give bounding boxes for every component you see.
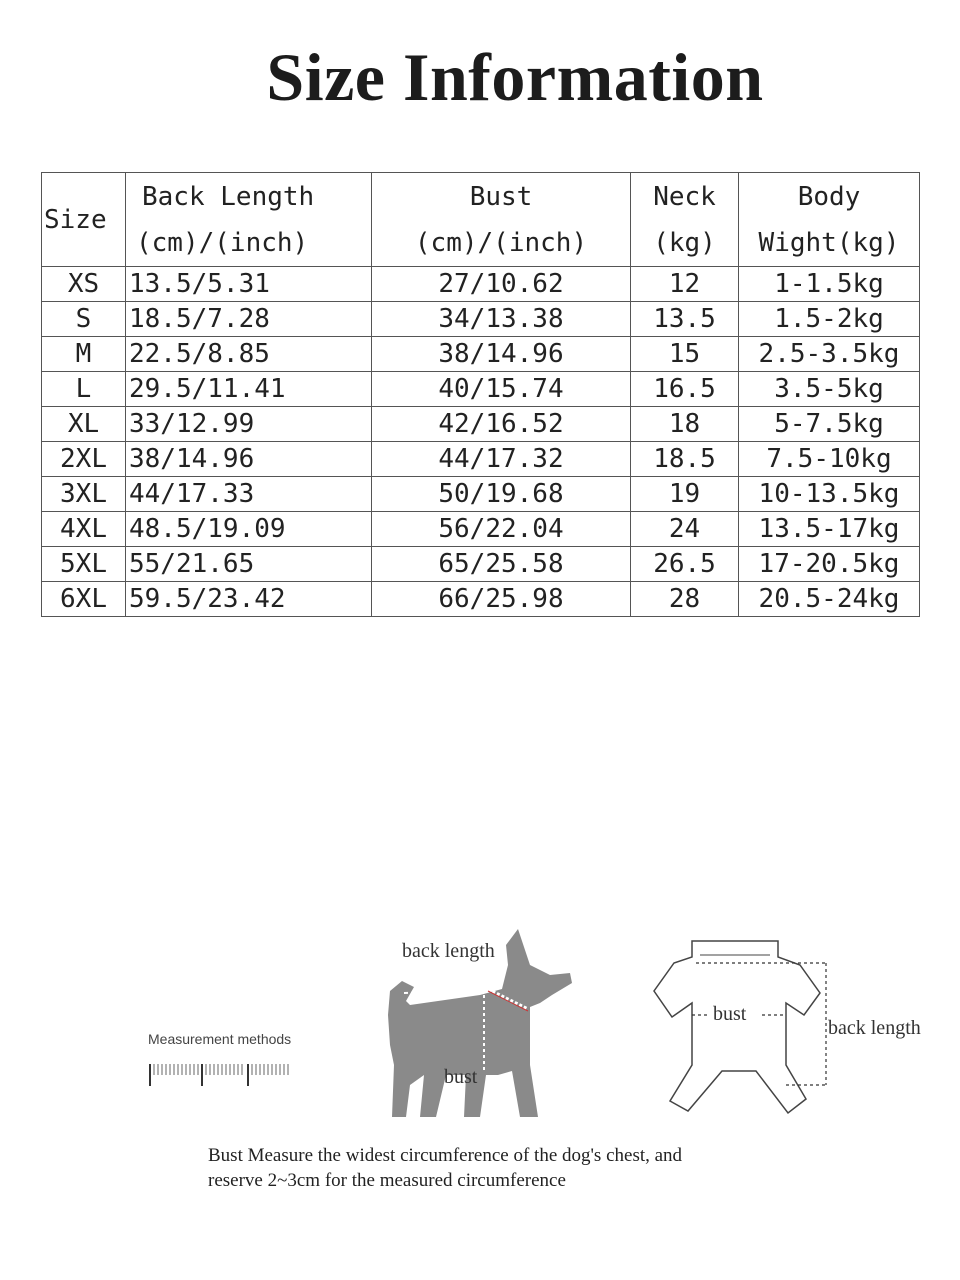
header-size-label: Size [44,204,107,235]
table-row [42,372,920,407]
table-header-row [42,173,920,267]
header-neck [631,173,739,267]
cell-bust: 40/15.74 [372,372,631,407]
cell-neck: 13.5 [631,302,739,337]
cell-body-weight: 1-1.5kg [739,267,920,302]
header-body-line1: Body [797,181,861,212]
table-row [42,547,920,582]
cell-size: 3XL [42,477,126,512]
dog-clothing-diagram-icon [640,935,840,1125]
cell-body-weight: 10-13.5kg [739,477,920,512]
header-body-line2: Wight(kg) [758,227,900,258]
cell-back-length: 44/17.33 [126,477,372,512]
cell-neck: 26.5 [631,547,739,582]
cell-back-length: 18.5/7.28 [126,302,372,337]
cell-bust: 50/19.68 [372,477,631,512]
table-row [42,582,920,617]
header-back-length [126,173,372,267]
cell-neck: 16.5 [631,372,739,407]
table-row [42,302,920,337]
table-row [42,337,920,372]
cell-back-length: 13.5/5.31 [126,267,372,302]
cell-neck: 24 [631,512,739,547]
header-bust-line1: Bust [469,181,533,212]
header-neck-line1: Neck [653,181,716,212]
header-back-line2: (cm)/(inch) [136,227,309,258]
header-bust-line2: (cm)/(inch) [414,227,588,258]
header-body-weight [739,173,920,267]
cell-back-length: 29.5/11.41 [126,372,372,407]
clothing-bust-label: bust [713,1003,747,1025]
cell-body-weight: 1.5-2kg [739,302,920,337]
size-table-body [42,267,920,617]
cell-bust: 56/22.04 [372,512,631,547]
ruler-icon [148,1058,298,1090]
measurement-methods-label: Measurement methods [148,1031,292,1047]
cell-back-length: 55/21.65 [126,547,372,582]
note-line-1: Bust Measure the widest circumference of the dog's chest, and [208,1145,683,1166]
cell-back-length: 22.5/8.85 [126,337,372,372]
cell-size: 2XL [42,442,126,477]
cell-back-length: 38/14.96 [126,442,372,477]
cell-size: 4XL [42,512,126,547]
cell-neck: 19 [631,477,739,512]
size-table [41,172,920,617]
table-row [42,267,920,302]
header-neck-line2: (kg) [653,227,716,258]
cell-body-weight: 2.5-3.5kg [739,337,920,372]
cell-bust: 66/25.98 [372,582,631,617]
cell-bust: 27/10.62 [372,267,631,302]
cell-neck: 12 [631,267,739,302]
cell-body-weight: 5-7.5kg [739,407,920,442]
cell-neck: 15 [631,337,739,372]
table-row [42,442,920,477]
measurement-note [208,1143,768,1193]
cell-bust: 42/16.52 [372,407,631,442]
clothing-back-length-label: back length [828,1017,921,1039]
cell-neck: 18.5 [631,442,739,477]
cell-bust: 34/13.38 [372,302,631,337]
cell-size: L [42,372,126,407]
cell-size: M [42,337,126,372]
cell-bust: 65/25.58 [372,547,631,582]
header-size [42,173,126,267]
cell-size: 6XL [42,582,126,617]
cell-body-weight: 13.5-17kg [739,512,920,547]
cell-body-weight: 3.5-5kg [739,372,920,407]
cell-bust: 44/17.32 [372,442,631,477]
dog-back-length-label: back length [402,940,495,962]
header-bust [372,173,631,267]
cell-size: 5XL [42,547,126,582]
cell-body-weight: 20.5-24kg [739,582,920,617]
cell-neck: 18 [631,407,739,442]
cell-size: S [42,302,126,337]
table-row [42,477,920,512]
page-title: Size Information [266,39,764,115]
header-back-line1: Back Length [142,181,315,212]
cell-neck: 28 [631,582,739,617]
cell-back-length: 48.5/19.09 [126,512,372,547]
dog-bust-label: bust [444,1066,478,1088]
table-row [42,407,920,442]
cell-back-length: 59.5/23.42 [126,582,372,617]
cell-size: XL [42,407,126,442]
note-line-2: reserve 2~3cm for the measured circumference [208,1170,566,1191]
table-row [42,512,920,547]
cell-back-length: 33/12.99 [126,407,372,442]
cell-bust: 38/14.96 [372,337,631,372]
cell-body-weight: 17-20.5kg [739,547,920,582]
cell-body-weight: 7.5-10kg [739,442,920,477]
cell-size: XS [42,267,126,302]
